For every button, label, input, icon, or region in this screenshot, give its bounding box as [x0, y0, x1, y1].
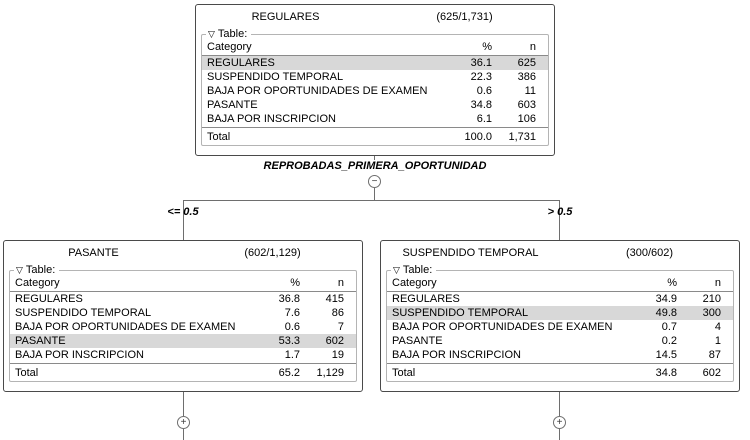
table-row	[10, 348, 356, 362]
branch-right-label: > 0.5	[547, 206, 573, 218]
category-rows	[202, 56, 548, 126]
cell-pct: 0.7	[661, 321, 677, 333]
table-row	[202, 84, 548, 98]
category-rows	[387, 292, 733, 362]
cell-n: 19	[331, 349, 344, 361]
node-count: (602/1,129)	[244, 246, 301, 259]
cell-pct: 0.6	[476, 85, 492, 97]
total-label: Total	[392, 366, 416, 379]
cell-n: 11	[524, 85, 536, 97]
table-row	[10, 292, 356, 306]
cell-n: 603	[517, 99, 536, 111]
table-label: Table:	[402, 264, 433, 276]
cell-category: BAJA POR OPORTUNIDADES DE EXAMEN	[207, 85, 428, 97]
cell-pct: 14.5	[655, 349, 677, 361]
cell-n: 1	[714, 335, 721, 347]
cell-n: 86	[331, 307, 344, 319]
cell-pct: 7.6	[284, 307, 300, 319]
table-row	[10, 320, 356, 334]
cell-pct: 6.1	[476, 113, 492, 125]
total-pct: 100.0	[464, 130, 492, 143]
total-label: Total	[15, 366, 39, 379]
total-pct: 34.8	[655, 366, 677, 379]
cell-category: BAJA POR INSCRIPCION	[392, 349, 521, 361]
node-header	[381, 241, 739, 264]
column-header-pct: %	[482, 41, 492, 53]
cell-n: 210	[702, 293, 721, 305]
column-header-n: n	[529, 41, 536, 53]
expand-button-right[interactable]: +	[553, 416, 566, 429]
cell-n: 386	[517, 71, 536, 83]
connector-line	[183, 392, 184, 416]
cell-category: BAJA POR INSCRIPCION	[207, 113, 336, 125]
column-header-pct: %	[290, 277, 300, 289]
cell-category: PASANTE	[207, 99, 258, 111]
table-header-row	[202, 39, 548, 56]
table-group	[386, 264, 734, 382]
expand-button-left[interactable]: +	[177, 416, 190, 429]
node-header	[4, 241, 362, 264]
total-row	[387, 363, 733, 381]
cell-n: 625	[517, 57, 536, 69]
table-row	[202, 98, 548, 112]
cell-category: PASANTE	[392, 335, 443, 347]
cell-pct: 53.3	[278, 335, 300, 347]
table-row	[10, 334, 356, 348]
table-collapse-toggle[interactable]	[206, 28, 251, 40]
total-row	[202, 127, 548, 145]
cell-n: 4	[714, 321, 721, 333]
connector-line	[183, 429, 184, 440]
node-count: (300/602)	[625, 246, 674, 259]
cell-category: SUSPENDIDO TEMPORAL	[15, 307, 152, 319]
table-collapse-toggle[interactable]	[14, 264, 59, 276]
table-header-row	[387, 275, 733, 292]
cell-category: REGULARES	[207, 57, 275, 69]
cell-n: 7	[337, 321, 344, 333]
table-collapse-toggle[interactable]	[391, 264, 436, 276]
table-row	[387, 292, 733, 306]
collapse-button[interactable]: −	[368, 175, 381, 188]
node-title: REGULARES	[251, 10, 320, 23]
connector-line	[374, 188, 375, 200]
table-row	[387, 320, 733, 334]
total-n: 602	[702, 366, 721, 379]
triangle-down-icon: ▽	[393, 264, 400, 275]
connector-line	[183, 200, 560, 201]
cell-category: SUSPENDIDO TEMPORAL	[392, 307, 529, 319]
connector-line	[559, 429, 560, 440]
cell-category: SUSPENDIDO TEMPORAL	[207, 71, 344, 83]
node-title: SUSPENDIDO TEMPORAL	[402, 246, 539, 259]
category-rows	[10, 292, 356, 362]
triangle-down-icon: ▽	[208, 28, 215, 39]
column-header-pct: %	[667, 277, 677, 289]
cell-category: REGULARES	[392, 293, 460, 305]
cell-category: BAJA POR OPORTUNIDADES DE EXAMEN	[392, 321, 613, 333]
cell-pct: 34.9	[655, 293, 677, 305]
cell-pct: 36.8	[278, 293, 300, 305]
node-count: (625/1,731)	[436, 10, 493, 23]
cell-pct: 0.2	[661, 335, 677, 347]
table-group	[9, 264, 357, 382]
cell-pct: 36.1	[470, 57, 492, 69]
cell-category: REGULARES	[15, 293, 83, 305]
connector-line	[559, 392, 560, 416]
cell-category: PASANTE	[15, 335, 66, 347]
cell-n: 106	[517, 113, 536, 125]
table-row	[387, 306, 733, 320]
table-row	[387, 348, 733, 362]
tree-node-root[interactable]	[195, 4, 555, 156]
tree-node-right[interactable]	[380, 240, 740, 392]
cell-category: BAJA POR OPORTUNIDADES DE EXAMEN	[15, 321, 236, 333]
table-row	[202, 56, 548, 70]
cell-pct: 34.8	[470, 99, 492, 111]
table-label: Table:	[217, 28, 248, 40]
cell-n: 300	[702, 307, 721, 319]
cell-category: BAJA POR INSCRIPCION	[15, 349, 144, 361]
cell-pct: 1.7	[284, 349, 300, 361]
total-row	[10, 363, 356, 381]
table-group	[201, 28, 549, 146]
cell-n: 602	[325, 335, 344, 347]
table-row	[387, 334, 733, 348]
cell-n: 87	[708, 349, 721, 361]
tree-node-left[interactable]	[3, 240, 363, 392]
column-header-category: Category	[15, 277, 60, 289]
column-header-n: n	[337, 277, 344, 289]
split-variable-label: REPROBADAS_PRIMERA_OPORTUNIDAD	[195, 160, 555, 172]
node-title: PASANTE	[68, 246, 119, 259]
table-row	[10, 306, 356, 320]
total-pct: 65.2	[278, 366, 300, 379]
table-row	[202, 112, 548, 126]
total-label: Total	[207, 130, 231, 143]
branch-left-label: <= 0.5	[167, 206, 199, 218]
cell-pct: 49.8	[655, 307, 677, 319]
cell-n: 415	[325, 293, 344, 305]
column-header-n: n	[714, 277, 721, 289]
column-header-category: Category	[207, 41, 252, 53]
cell-pct: 0.6	[284, 321, 300, 333]
table-label: Table:	[25, 264, 56, 276]
column-header-category: Category	[392, 277, 437, 289]
total-n: 1,731	[508, 130, 536, 143]
cell-pct: 22.3	[470, 71, 492, 83]
table-header-row	[10, 275, 356, 292]
node-header	[196, 5, 554, 28]
triangle-down-icon: ▽	[16, 264, 23, 275]
total-n: 1,129	[316, 366, 344, 379]
table-row	[202, 70, 548, 84]
